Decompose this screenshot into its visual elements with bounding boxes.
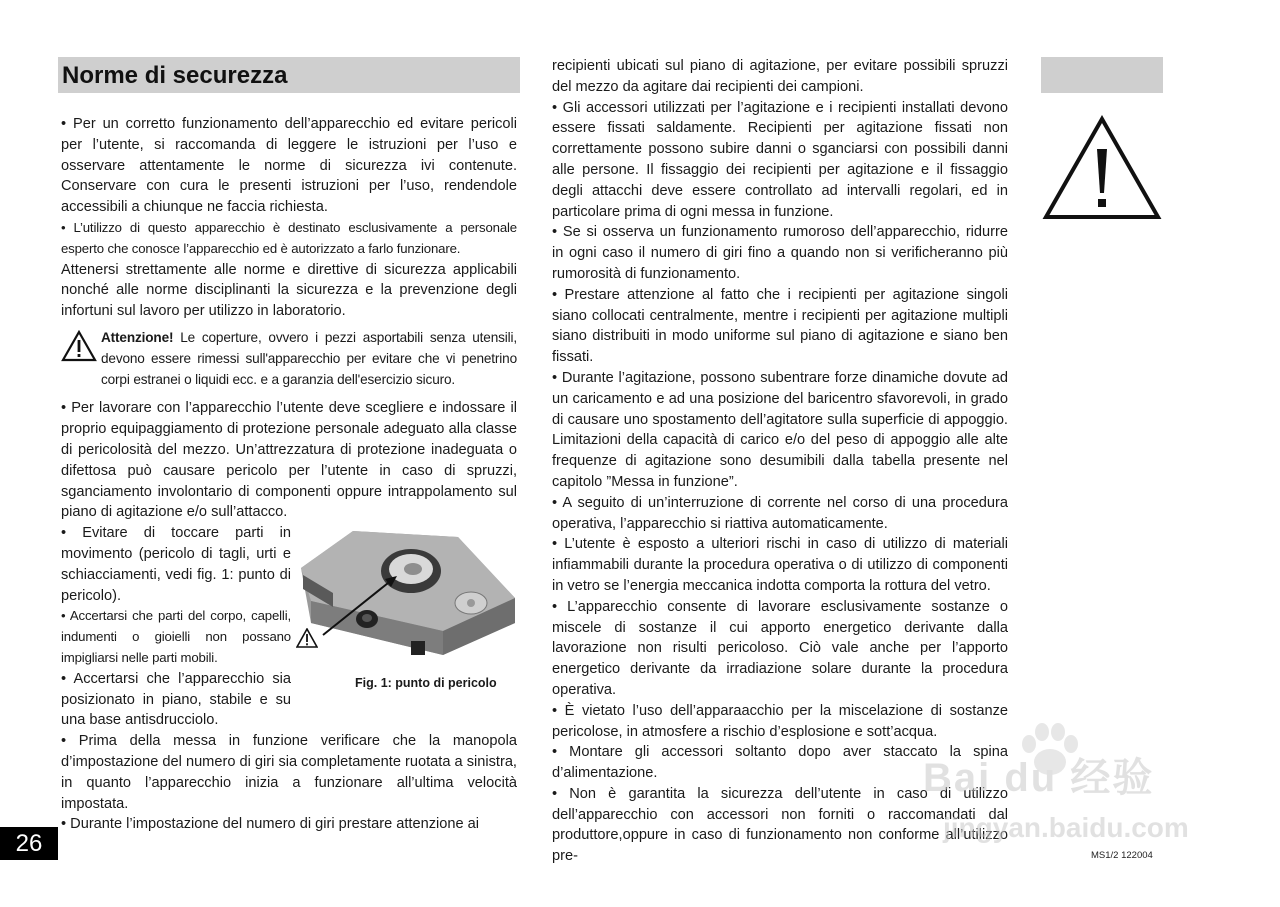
document-reference: MS1/2 122004: [1091, 850, 1153, 861]
paragraph: • È vietato l’uso dell’apparaacchio per la miscelazione di sostanze pericolose, in atmosfere a rischio d’esplosione e sott’acqua.: [552, 702, 1008, 740]
warning-triangle-icon: [296, 628, 318, 648]
paragraph: • Accertarsi che l’apparecchio sia posizionato in piano, stabile e su una base antisdrucciolo.: [61, 670, 291, 729]
warning-triangle-icon: [61, 330, 97, 362]
attention-text: Le coperture, ovvero i pezzi asportabili senza utensili, devono essere rimessi sull'apparecchio per evitare che vi penetrino corpi estranei o liquidi ecc. e a garanzia dell'esercizio sicuro.: [101, 329, 517, 387]
paragraph: • Prima della messa in funzione verificare che la manopola d’impostazione del numero di giri sia completamente ruotata a sinistra, in quanto l’apparecchio inizia a funzionare all’ultima velocità impostata.: [61, 733, 517, 812]
watermark-url: jingyan.baidu.com: [943, 812, 1189, 843]
paragraph: • Durante l’impostazione del numero di giri prestare attenzione ai: [61, 816, 480, 833]
attention-note: [61, 328, 517, 390]
device-illustration: [293, 523, 518, 671]
paragraph: recipienti ubicati sul piano di agitazione, per evitare possibili spruzzi del mezzo da agitare dai recipienti dei campioni.: [552, 58, 1008, 95]
paragraph: • Per lavorare con l’apparecchio l’utente deve scegliere e indossare il proprio equipaggiamento di protezione personale adeguato alla classe di pericolosità del mezzo. Un’attrezzatura di protezione inadeguata o difettosa può causare pericolo per l’utente in caso di spruzzi, sganciamento involontario di componenti oppure intrappolamento sul piano di agitazione e/o sull’attacco.: [61, 400, 517, 521]
paragraph: • Per un corretto funzionamento dell’apparecchio ed evitare pericoli per l’utente, si raccomanda di leggere le istruzioni per l’uso e osservare attentamente le norme di sicurezza ivi contenute. Conservare con cura le presenti istruzioni per l’uso, rendendole accessibili a chiunque ne faccia richiesta.: [61, 116, 517, 216]
page-number: 26: [0, 827, 58, 860]
paragraph: • L’utilizzo di questo apparecchio è destinato esclusivamente a personale esperto che conosce l’apparecchio ed è autorizzato a farlo funzionare.: [61, 219, 517, 256]
watermark: [903, 720, 1203, 850]
right-header-bar: [1041, 57, 1163, 93]
paragraph: • Durante l’agitazione, possono subentrare forze dinamiche dovute ad un caricamento e ad una posizione del baricentro sfavorevoli, in grado di causare uno spostamento dell’agitatore sulla superficie di appoggio. Limitazioni della capacità di carico e/o del peso di appoggio alle alte frequenze di agitazione sono desumibili dalla tabella presente nel capitolo ”Messa in funzione”.: [552, 369, 1008, 490]
warning-triangle-icon: [1042, 115, 1162, 221]
paragraph: • Accertarsi che parti del corpo, capelli, indumenti o gioielli non possano impigliarsi nelle parti mobili.: [61, 608, 291, 665]
paragraph: • Gli accessori utilizzati per l’agitazione e i recipienti installati devono essere fissati saldamente. Recipienti per agitazione fissati non correttamente possono subire danni o sganciarsi con possibili danni alle persone. Il fissaggio dei recipienti per agitazione e il fissaggio degli attacchi deve essere controllato ad intervalli regolari, ed in particolare prima di ogni messa in funzione.: [552, 99, 1008, 220]
paragraph: • Non è garantita la sicurezza dell’utente in caso di utilizzo dell’apparecchio con accessori non forniti o raccomandati dal produttore,oppure in caso di funzionamento non conforme all’utilizzo pre-: [552, 785, 1008, 865]
paragraph: • L’apparecchio consente di lavorare esclusivamente sostanze o miscele di sostanze il cui apporto energetico derivante dalla lavorazione non risulti pericoloso. Ciò vale anche per l’apporto energetico derivante da irradiazione solare durante la procedura operativa.: [552, 598, 1008, 698]
paragraph: • L’utente è esposto a ulteriori rischi in caso di utilizzo di materiali infiammabili durante la procedura operativa o di utilizzo di componenti in vetro se l’energia meccanica indotta comporta la rottura del vetro.: [552, 536, 1008, 594]
watermark-logo: Bai du 经验: [923, 756, 1155, 800]
paragraph: • Prestare attenzione al fatto che i recipienti per agitazione singoli siano collocati centralmente, mentre i recipienti per agitazione multipli siano distribuiti in modo uniforme sul piano di agitazione e siano ben fissati.: [552, 286, 1008, 366]
figure-1: [293, 523, 518, 691]
page-title: Norme di securezza: [62, 62, 288, 89]
paragraph: • Montare gli accessori soltanto dopo aver staccato la spina d’alimentazione.: [552, 744, 1008, 782]
paragraph: • Se si osserva un funzionamento rumoroso dell’apparecchio, ridurre in ogni caso il numero di giri fino a quando non si verificheranno più rumorosità di funzionamento.: [552, 224, 1008, 282]
attention-label: Attenzione!: [101, 329, 174, 345]
paragraph: • Evitare di toccare parti in movimento (pericolo di tagli, urti e schiacciamenti, vedi fig. 1: punto di pericolo).: [61, 525, 291, 604]
paragraph: Attenersi strettamente alle norme e direttive di sicurezza applicabili nonché alle norme disciplinanti la sicurezza e la prevenzione degli infortuni sul lavoro per utilizzo in laboratorio.: [61, 261, 517, 320]
left-column: [61, 114, 517, 835]
figure-caption: Fig. 1: punto di pericolo: [355, 676, 497, 691]
figure-block: [61, 523, 517, 731]
paragraph: • A seguito di un’interruzione di corrente nel corso di una procedura operativa, l’apparecchio si riattiva automaticamente.: [552, 494, 1008, 532]
